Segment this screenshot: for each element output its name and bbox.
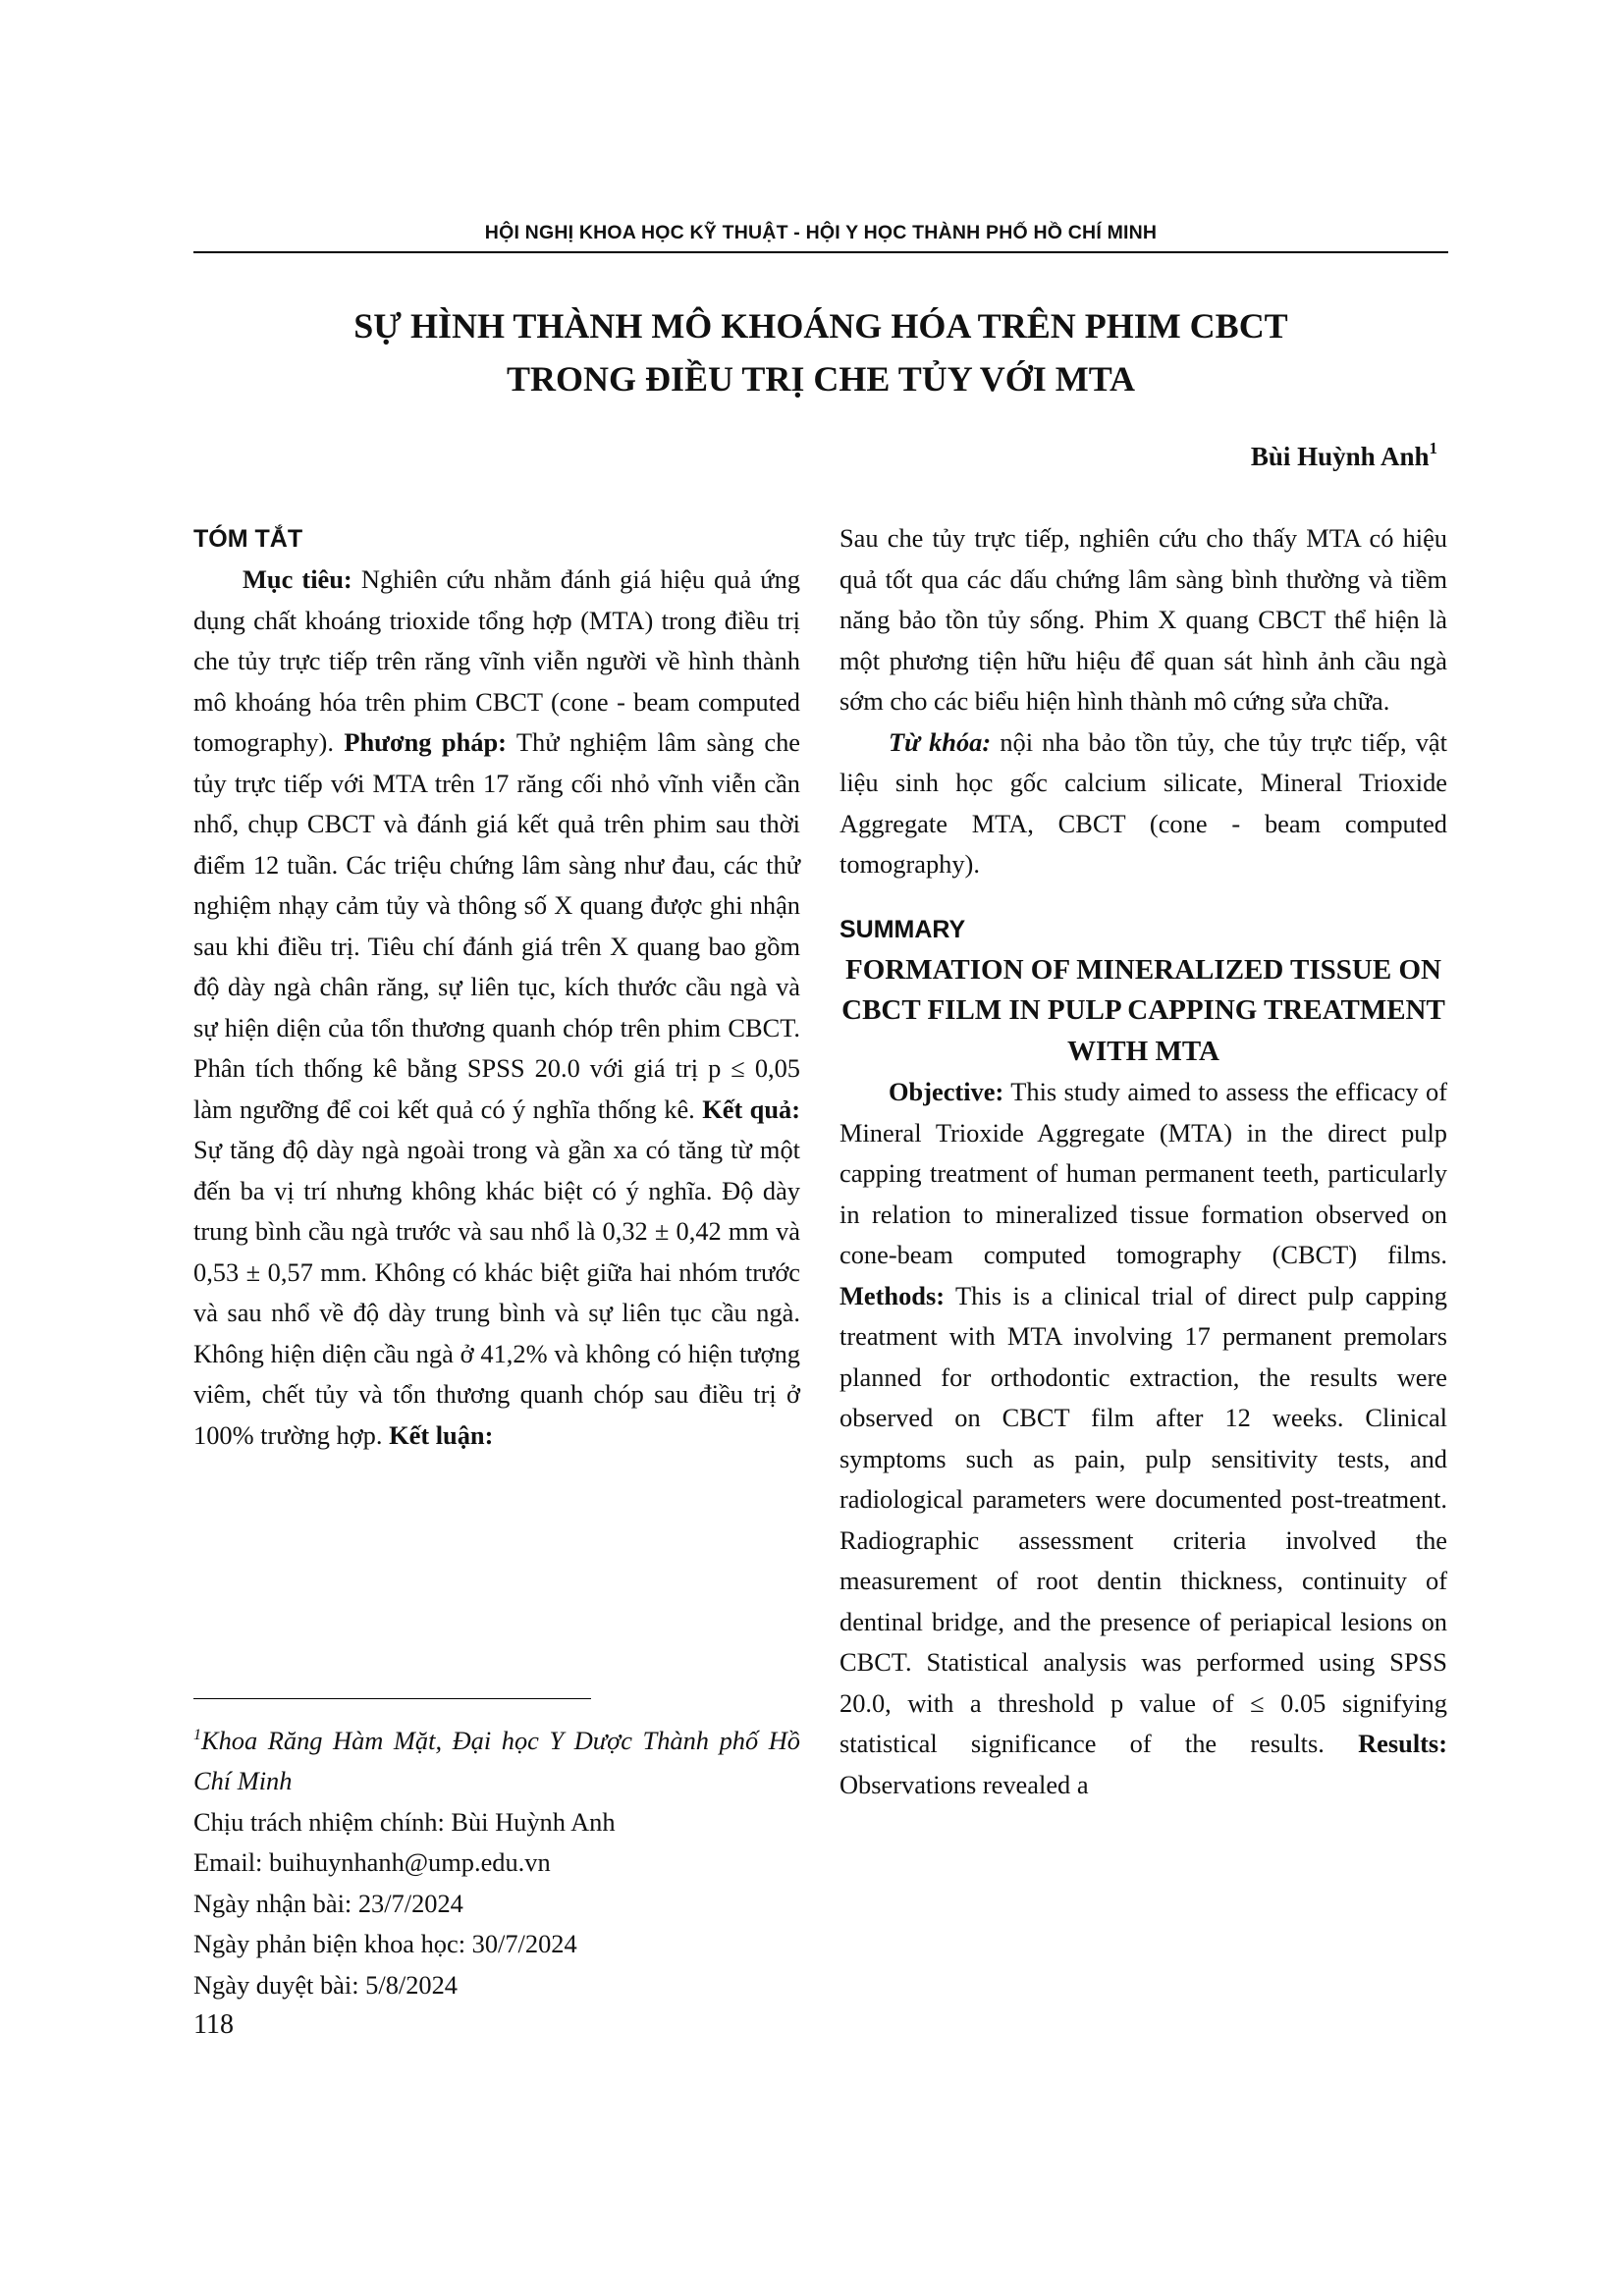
- footnotes: [193, 1715, 800, 2005]
- page-number: 118: [193, 2009, 234, 2040]
- keywords-paragraph: [839, 722, 1447, 885]
- author-name: [1251, 441, 1437, 472]
- en-results-label: Results:: [1358, 1729, 1447, 1758]
- title-line-1: SỰ HÌNH THÀNH MÔ KHOÁNG HÓA TRÊN PHIM CBCT: [353, 306, 1288, 346]
- keywords-label: Từ khóa:: [889, 726, 992, 757]
- en-methods-label: Methods:: [839, 1280, 946, 1310]
- results-label: Kết quả:: [702, 1094, 801, 1124]
- english-title: FORMATION OF MINERALIZED TISSUE ON CBCT FILM IN PULP CAPPING TREATMENT WITH MTA: [841, 953, 1445, 1067]
- header-rule: [193, 251, 1448, 253]
- summary-heading: SUMMARY: [839, 915, 966, 943]
- left-column: [193, 518, 800, 1456]
- en-methods-text: This is a clinical trial of direct pulp capping treatment with MTA involving 17 permanent premolars planned for orthodontic extraction, the results were observed on CBCT film after 12 weeks. Clinical symptoms such as pain, pulp sensitivity tests, and radiological parameters were documented post-treatment. Radiographic assessment criteria involved the measurement of root dentin thickness, continuity of dentinal bridge, and the presence of periapical lesions on CBCT. Statistical analysis was performed using SPSS 20.0, with a threshold p value of ≤ 0.05 signifying statistical significance of the results.: [839, 1280, 1447, 1758]
- abstract-heading: TÓM TẮT: [193, 525, 303, 553]
- paper-title: [193, 299, 1448, 405]
- objective-text: Nghiên cứu nhằm đánh giá hiệu quả ứng dụng chất khoáng trioxide tổng hợp (MTA) trong điều trị che tủy trực tiếp trên răng vĩnh viễn người về hình thành mô khoáng hóa trên phim CBCT (cone - beam computed tomography).: [193, 564, 801, 757]
- results-text: Sự tăng độ dày ngà ngoài trong và gần xa có tăng từ một đến ba vị trí nhưng không khác biệt có ý nghĩa. Độ dày trung bình cầu ngà trước và sau nhổ là 0,32 ± 0,42 mm và 0,53 ± 0,57 mm. Không có khác biệt giữa hai nhóm trước và sau nhổ về độ dày trung bình và sự liên tục cầu ngà. Không hiện diện cầu ngà ở 41,2% và không có hiện tượng viêm, chết tủy và tổn thương quanh chóp sau điều trị ở 100% trường hợp.: [193, 1135, 800, 1450]
- en-results-text: Observations revealed a: [839, 1769, 1089, 1799]
- en-objective-label: Objective:: [889, 1077, 1004, 1106]
- objective-label: Mục tiêu:: [243, 564, 352, 594]
- keywords-text: nội nha bảo tồn tủy, che tủy trực tiếp, vật liệu sinh học gốc calcium silicate, Mineral Trioxide Aggregate MTA, CBCT (cone - beam computed tomography).: [839, 726, 1447, 879]
- footnote-accepted-date: Ngày duyệt bài: 5/8/2024: [193, 1969, 458, 2000]
- footnote-affiliation: [193, 1715, 800, 1802]
- footnote-email: Email: buihuynhanh@ump.edu.vn: [193, 1847, 551, 1878]
- footnote-rule: [193, 1698, 591, 1699]
- right-column: [839, 518, 1447, 1805]
- methods-label: Phương pháp:: [344, 727, 507, 757]
- footnote-affiliation-text: Khoa Răng Hàm Mặt, Đại học Y Dược Thành phố Hồ Chí Minh: [193, 1725, 800, 1796]
- en-objective-text: This study aimed to assess the efficacy of Mineral Trioxide Aggregate (MTA) in the direct pulp capping treatment of human permanent teeth, particularly in relation to mineralized tissue formation observed on cone-beam computed tomography (CBCT) films.: [839, 1077, 1447, 1269]
- running-header: HỘI NGHỊ KHOA HỌC KỸ THUẬT - HỘI Y HỌC THÀNH PHỐ HỒ CHÍ MINH: [484, 222, 1158, 243]
- footnote-received-date: Ngày nhận bài: 23/7/2024: [193, 1888, 463, 1918]
- author-name-text: Bùi Huỳnh Anh: [1250, 442, 1430, 471]
- methods-text: Thử nghiệm lâm sàng che tủy trực tiếp với MTA trên 17 răng cối nhỏ vĩnh viễn cần nhổ, chụp CBCT và đánh giá kết quả trên phim sau thời điểm 12 tuần. Các triệu chứng lâm sàng như đau, các thử nghiệm nhạy cảm tủy và thông số X quang được ghi nhận sau khi điều trị. Tiêu chí đánh giá trên X quang bao gồm độ dày ngà chân răng, sự liên tục, kích thước cầu ngà và sự hiện diện của tổn thương quanh chóp trên phim CBCT. Phân tích thống kê bằng SPSS 20.0 với giá trị p ≤ 0,05 làm ngưỡng để coi kết quả có ý nghĩa thống kê.: [193, 727, 800, 1124]
- abstract-paragraph: [193, 560, 800, 1456]
- footnote-responsible: Chịu trách nhiệm chính: Bùi Huỳnh Anh: [193, 1806, 616, 1837]
- footnote-review-date: Ngày phản biện khoa học: 30/7/2024: [193, 1929, 577, 1959]
- title-line-2: TRONG ĐIỀU TRỊ CHE TỦY VỚI MTA: [506, 359, 1136, 399]
- summary-paragraph: [839, 1072, 1447, 1805]
- author-affiliation-marker: 1: [1429, 439, 1437, 457]
- footnote-affiliation-marker: 1: [193, 1727, 201, 1743]
- conclusion-paragraph: Sau che tủy trực tiếp, nghiên cứu cho thấy MTA có hiệu quả tốt qua các dấu chứng lâm sàng bình thường và tiềm năng bảo tồn tủy sống. Phim X quang CBCT thể hiện là một phương tiện hữu hiệu để quan sát hình ảnh cầu ngà sớm cho các biểu hiện hình thành mô cứng sửa chữa.: [839, 523, 1447, 716]
- conclusion-label: Kết luận:: [389, 1419, 494, 1450]
